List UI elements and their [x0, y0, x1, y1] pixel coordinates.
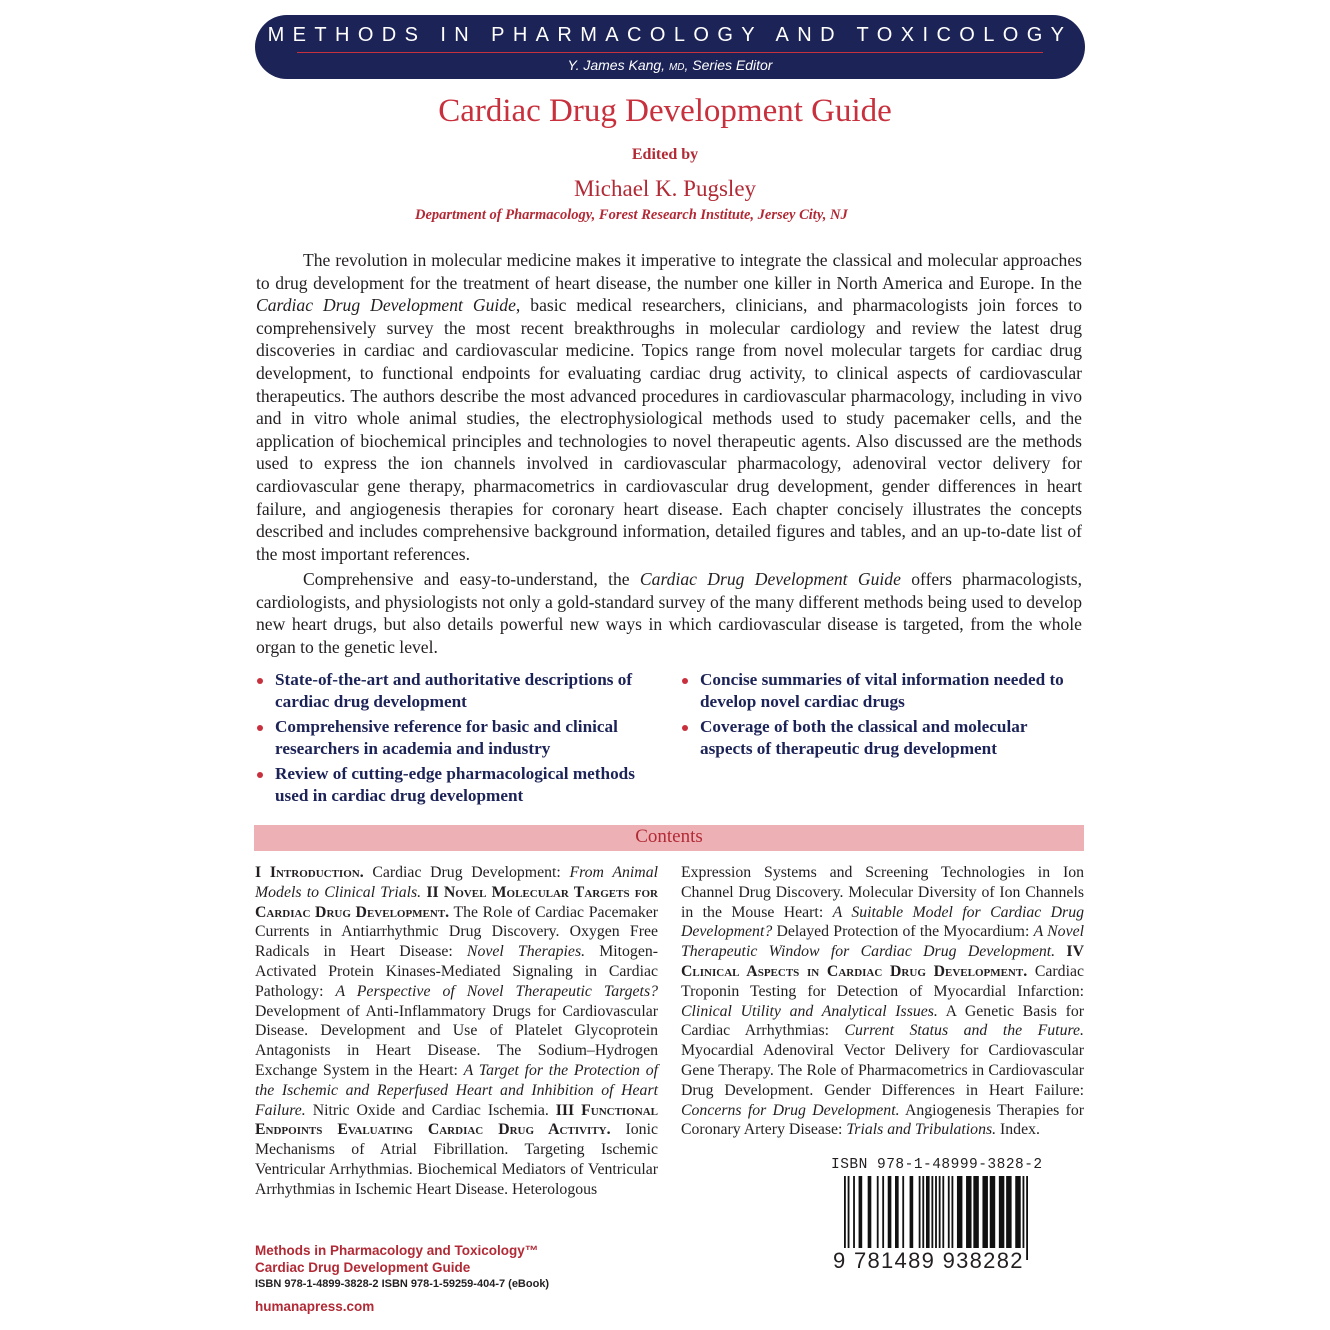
- toc-subtitle: Concerns for Drug Development.: [681, 1101, 900, 1119]
- barcode-number: 9 781489 938282: [833, 1248, 1024, 1273]
- toc-text: Ionic Mechanisms of Atrial Fibrillation. Targeting Ischemic Ventricular Arrhythmias. Biochemical Mediators of Ventricular Arrhythmias in Ischemic Heart Disease. Heterologous: [255, 1121, 658, 1198]
- description-text: Comprehensive and easy-to-understand, the: [303, 569, 640, 589]
- barcode-isbn-label: ISBN 978-1-48999-3828-2: [831, 1157, 1043, 1173]
- toc-subtitle: Trials and Tribulations.: [846, 1121, 997, 1139]
- barcode-bar: [1026, 1176, 1028, 1260]
- toc-text: Myocardial Adenoviral Vector Delivery for Cardiovascular Gene Therapy. The Role of Pharmacometrics in Cardiovascular Drug Development. Gender Differences in Heart Failure:: [681, 1042, 1084, 1099]
- feature-list-right: [681, 669, 1081, 763]
- feature-item-text: Comprehensive reference for basic and clinical researchers in academia and industry: [275, 717, 618, 758]
- toc-text: Angiogenesis Therapies for Coronary Artery Disease:: [681, 1101, 1085, 1139]
- toc-subtitle: A Target for the Protection of the Ischemic and Reperfused Heart and Inhibition of Heart Failure.: [255, 1061, 658, 1119]
- feature-item-text: Coverage of both the classical and molecular aspects of therapeutic drug development: [700, 717, 1028, 758]
- description-book-title: Cardiac Drug Development Guide: [256, 295, 516, 316]
- feature-item-text: State-of-the-art and authoritative descriptions of cardiac drug development: [275, 670, 633, 711]
- description-text: The revolution in molecular medicine makes it imperative to integrate the classical and molecular approaches to drug development for the treatment of heart disease, the number one killer in North America and Europe. In the: [256, 250, 1082, 293]
- series-editor-name: Y. James Kang,: [567, 57, 666, 73]
- banner-divider: [297, 52, 1043, 53]
- contents-heading: Contents: [635, 826, 703, 847]
- description-text: offers pharmacologists, cardiologists, and physiologists not only a gold-standard survey of the many different methods being used to develop new heart drugs, but also details powerful new ways in which cardiovascular disease is targeted, from the whole organ to the genetic level.: [256, 569, 1082, 657]
- description-paragraph-2: [256, 568, 1082, 658]
- toc-text: The Role of Cardiac Pacemaker Currents in Antiarrhythmic Drug Discovery. Oxygen Free Radicals in Heart Disease:: [255, 903, 658, 961]
- toc-subtitle: Clinical Utility and Analytical Issues.: [681, 1002, 938, 1020]
- toc-subtitle: Novel Therapies.: [466, 943, 586, 961]
- bullet-dot-icon: [257, 725, 263, 731]
- footer-title: Cardiac Drug Development Guide: [255, 1260, 471, 1275]
- toc-text: Expression Systems and Screening Technologies in Ion Channel Drug Discovery. Molecular Diversity of Ion Channels in the Mouse Heart:: [681, 864, 1084, 921]
- edited-by-label: Edited by: [631, 146, 699, 163]
- footer-series: Methods in Pharmacology and Toxicology™: [255, 1243, 539, 1258]
- toc-section-heading: III Functional Endpoints Evaluating Cardiac Drug Activity.: [255, 1101, 658, 1139]
- toc-text: Cardiac Troponin Testing for Detection of Myocardial Infarction:: [681, 962, 1084, 1000]
- toc-section-heading: II Novel Molecular Targets for Cardiac Drug Development.: [255, 883, 658, 921]
- toc-subtitle: Current Status and the Future.: [844, 1022, 1084, 1040]
- feature-list-left: [256, 669, 656, 810]
- editor-affiliation: Department of Pharmacology, Forest Research Institute, Jersey City, NJ: [415, 207, 848, 223]
- contents-header-bar: [254, 825, 1084, 851]
- description-paragraph-1: [256, 249, 1082, 565]
- toc-text: A Genetic Basis for Cardiac Arrhythmias:: [681, 1002, 1084, 1040]
- feature-item-text: Review of cutting-edge pharmacological methods used in cardiac drug development: [275, 764, 635, 805]
- series-editor: [255, 57, 1085, 73]
- book-title: Cardiac Drug Development Guide: [438, 93, 892, 129]
- publisher-url[interactable]: humanapress.com: [255, 1299, 375, 1314]
- editor-name: Michael K. Pugsley: [573, 176, 757, 201]
- feature-item: [256, 763, 656, 807]
- series-editor-degree: MD: [668, 62, 685, 73]
- contents-column-1: [255, 863, 658, 1200]
- toc-text: Delayed Protection of the Myocardium:: [772, 923, 1034, 941]
- footer-isbns: ISBN 978-1-4899-3828-2 ISBN 978-1-59259-404-7 (eBook): [255, 1278, 550, 1290]
- toc-subtitle: A Novel Therapeutic Window for Cardiac Drug Development.: [681, 923, 1084, 961]
- description-book-title: Cardiac Drug Development Guide: [639, 569, 901, 589]
- feature-item-text: Concise summaries of vital information needed to develop novel cardiac drugs: [700, 670, 1064, 711]
- toc-section-heading: I Introduction.: [255, 864, 364, 881]
- bullet-dot-icon: [682, 725, 688, 731]
- toc-text: Index.: [996, 1121, 1040, 1139]
- feature-item: [256, 669, 656, 713]
- series-name: METHODS IN PHARMACOLOGY AND TOXICOLOGY: [267, 24, 1073, 46]
- feature-item: [681, 716, 1081, 760]
- toc-section-heading: IV Clinical Aspects in Cardiac Drug Development.: [681, 943, 1084, 980]
- toc-text: Development of Anti-Inflammatory Drugs for Cardiovascular Disease. Development and Use of Platelet Glycoprotein Antagonists in Heart Disease. The Sodium–Hydrogen Exchange System in the Heart:: [255, 1002, 658, 1079]
- feature-item: [681, 669, 1081, 713]
- bullet-dot-icon: [682, 678, 688, 684]
- description-text: , basic medical researchers, clinicians, and pharmacologists join forces to comprehensively survey the most recent breakthroughs in molecular cardiology and review the latest drug discoveries in cardiac and cardiovascular medicine. Topics range from novel molecular targets for cardiac drug development, to functional endpoints for evaluating cardiac drug activity, to clinical aspects of cardiovascular therapeutics. The authors describe the most advanced procedures in cardiovascular pharmacology, including in vivo and in vitro whole animal studies, the electrophysiological methods used to study pacemaker cells, and the application of biochemical principles and technologies to novel therapeutic agents. Also discussed are the methods used to express the ion channels involved in cardiovascular pharmacology, adenoviral vector delivery for cardiovascular gene therapy, pharmacometrics in cardiovascular drug development, gender differences in heart failure, and angiogenesis therapies for coronary heart disease. Each chapter concisely illustrates the concepts described and includes comprehensive background information, detailed figures and tables, and an up-to-date list of the most important references.: [256, 295, 1082, 564]
- toc-text: Mitogen-Activated Protein Kinases-Mediated Signaling in Cardiac Pathology:: [255, 943, 658, 1000]
- series-editor-role: , Series Editor: [684, 57, 773, 73]
- bullet-dot-icon: [257, 772, 263, 778]
- contents-column-2: [681, 863, 1084, 1140]
- toc-subtitle: From Animal Models to Clinical Trials.: [255, 864, 658, 901]
- bullet-dot-icon: [257, 678, 263, 684]
- feature-item: [256, 716, 656, 760]
- toc-text: Nitric Oxide and Cardiac Ischemia.: [305, 1101, 556, 1119]
- toc-subtitle: A Suitable Model for Cardiac Drug Development?: [681, 903, 1085, 941]
- toc-text: Cardiac Drug Development:: [363, 864, 570, 881]
- series-banner: [255, 15, 1085, 79]
- toc-subtitle: A Perspective of Novel Therapeutic Targets?: [335, 982, 658, 1000]
